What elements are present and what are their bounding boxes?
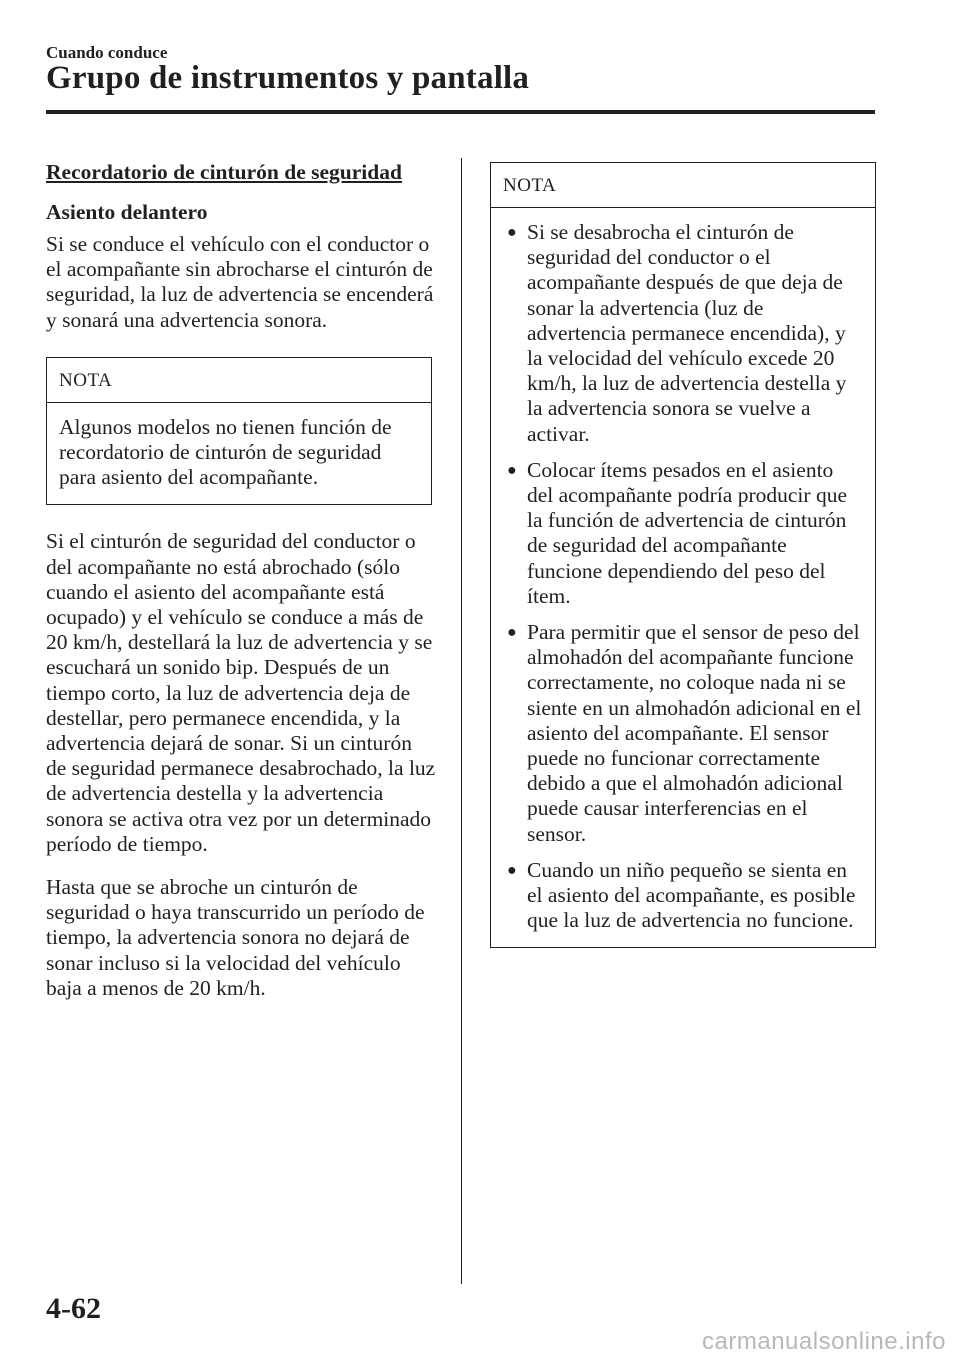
note-item-text: Colocar ítems pesados en el asiento del acompañante podría producir que la función de advertencia de cinturón de seguridad del acompañante funcione dependiendo del peso del ítem. bbox=[527, 457, 847, 608]
note-item-text: Para permitir que el sensor de peso del almohadón del acompañante funcione correctamente, no coloque nada ni se siente en un almohadón adicional en el asiento del acompañante. El sensor puede no funcionar correctamente debido a que el almohadón adicional puede causar interferencias en el sensor. bbox=[527, 620, 862, 846]
bullet-icon: ● bbox=[507, 461, 517, 479]
note-body bbox=[47, 403, 431, 505]
section-heading: Recordatorio de cinturón de seguridad bbox=[46, 160, 402, 184]
note-list-item bbox=[503, 858, 863, 934]
paragraph-intro: Si se conduce el vehículo con el conductor o el acompañante sin abrocharse el cinturón de seguridad, la luz de advertencia se encenderá y sonará una advertencia sonora. bbox=[46, 232, 434, 332]
chapter-title: Grupo de instrumentos y pantalla bbox=[46, 60, 530, 96]
section-kicker: Cuando conduce bbox=[46, 43, 168, 62]
note-list-item bbox=[503, 620, 863, 847]
note-text: Algunos modelos no tienen función de recordatorio de cinturón de seguridad para asiento del acompañante. bbox=[59, 414, 392, 490]
watermark: carmanualsonline.info bbox=[702, 1328, 946, 1355]
note-list-item bbox=[503, 220, 863, 447]
paragraph-warning-behavior: Si el cinturón de seguridad del conductor o del acompañante no está abrochado (sólo cuando el asiento del acompañante está ocupado) y el vehículo se conduce a más de 20 km/h, destellará la luz de advertencia y se escuchará un sonido bip. Después de un tiempo corto, la luz de advertencia deja de destellar, pero permanece encendida, y la advertencia dejará de sonar. Si un cinturón de seguridad permanece desabrochado, la luz de advertencia destella y la advertencia sonora se activa otra vez por un determinado período de tiempo. bbox=[46, 529, 436, 856]
left-column bbox=[46, 158, 436, 1001]
bullet-icon: ● bbox=[507, 224, 517, 241]
bullet-icon: ● bbox=[507, 624, 517, 642]
sub-heading: Asiento delantero bbox=[46, 200, 208, 224]
note-body-right bbox=[491, 208, 875, 947]
note-label: NOTA bbox=[47, 358, 431, 403]
note-box-right bbox=[490, 162, 876, 948]
note-label-right: NOTA bbox=[491, 163, 875, 208]
note-item-text: Si se desabrocha el cinturón de seguridad del conductor o el acompañante después de que deja de sonar la advertencia (luz de advertencia permanece encendida), y la velocidad del vehículo excede 20 km/h, la luz de advertencia destella y la advertencia sonora se vuelve a activar. bbox=[527, 220, 847, 446]
note-item-text: Cuando un niño pequeño se sienta en el asiento del acompañante, es posible que la luz de advertencia no funcione. bbox=[527, 857, 856, 933]
header-rule bbox=[46, 110, 875, 114]
right-column bbox=[490, 158, 876, 948]
note-list-item bbox=[503, 458, 863, 609]
page-number: 4-62 bbox=[46, 1292, 101, 1325]
note-box bbox=[46, 357, 432, 506]
paragraph-warning-duration: Hasta que se abroche un cinturón de seguridad o haya transcurrido un período de tiempo, la advertencia sonora no dejará de sonar incluso si la velocidad del vehículo baja a menos de 20 km/h. bbox=[46, 875, 425, 1000]
column-divider bbox=[461, 158, 462, 1284]
bullet-icon: ● bbox=[507, 861, 517, 879]
note-list bbox=[503, 220, 863, 933]
